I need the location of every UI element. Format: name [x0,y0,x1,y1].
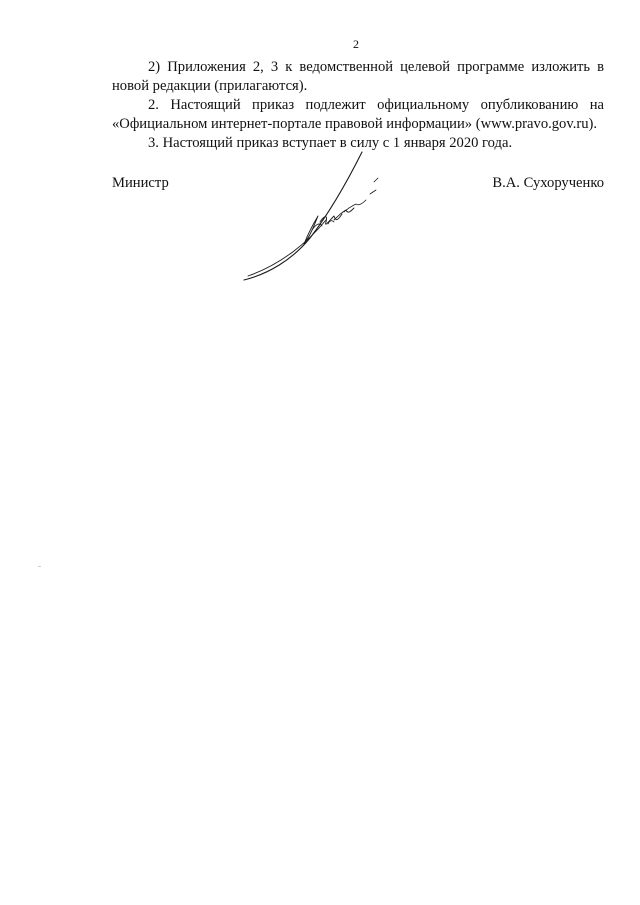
handwritten-signature [238,150,388,290]
paragraph-effective-date: 3. Настоящий приказ вступает в силу с 1 января 2020 года. [148,135,513,151]
position-title: Министр [112,175,169,191]
scan-speck [38,566,41,567]
page-number: 2 [353,37,359,51]
paragraph-publication: 2. Настоящий приказ подлежит официальному опубликованию на «Официальном интернет-портале правовой информации» (www.pravo.gov.ru). [112,97,604,132]
document-body [112,58,604,153]
paragraph-appendix-revision: 2) Приложения 2, 3 к ведомственной целевой программе изложить в новой редакции (прилагаются). [112,59,604,94]
signer-name: В.А. Сухорученко [492,175,604,191]
